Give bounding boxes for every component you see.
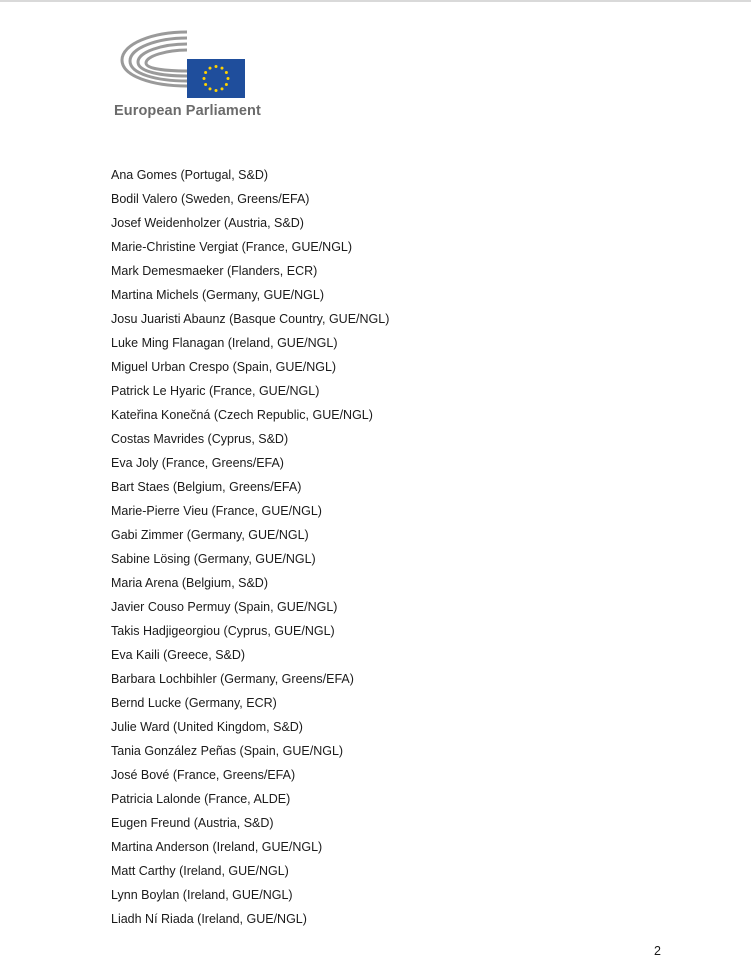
- list-item: Patrick Le Hyaric (France, GUE/NGL): [111, 384, 320, 398]
- list-item: Takis Hadjigeorgiou (Cyprus, GUE/NGL): [111, 624, 335, 638]
- list-item: José Bové (France, Greens/EFA): [111, 768, 296, 782]
- list-item: Marie-Christine Vergiat (France, GUE/NGL): [111, 240, 353, 254]
- list-item: Marie-Pierre Vieu (France, GUE/NGL): [111, 504, 322, 518]
- list-item: Mark Demesmaeker (Flanders, ECR): [111, 264, 318, 278]
- hemicycle-flag-icon: [112, 26, 252, 101]
- list-item: Patricia Lalonde (France, ALDE): [111, 792, 291, 806]
- list-item: Martina Anderson (Ireland, GUE/NGL): [111, 840, 323, 854]
- list-item: Eva Kaili (Greece, S&D): [111, 648, 246, 662]
- star-icon: [227, 77, 230, 80]
- list-item: Matt Carthy (Ireland, GUE/NGL): [111, 864, 289, 878]
- list-item: Bernd Lucke (Germany, ECR): [111, 696, 277, 710]
- list-item: Luke Ming Flanagan (Ireland, GUE/NGL): [111, 336, 338, 350]
- star-icon: [204, 71, 207, 74]
- list-item: Lynn Boylan (Ireland, GUE/NGL): [111, 888, 293, 902]
- list-item: Eva Joly (France, Greens/EFA): [111, 456, 284, 470]
- list-item: Miguel Urban Crespo (Spain, GUE/NGL): [111, 360, 337, 374]
- list-item: Kateřina Konečná (Czech Republic, GUE/NGL): [111, 408, 373, 422]
- list-item: Costas Mavrides (Cyprus, S&D): [111, 432, 289, 446]
- list-item: Martina Michels (Germany, GUE/NGL): [111, 288, 325, 302]
- star-icon: [209, 67, 212, 70]
- list-item: Maria Arena (Belgium, S&D): [111, 576, 269, 590]
- list-item: Julie Ward (United Kingdom, S&D): [111, 720, 303, 734]
- star-icon: [225, 83, 228, 86]
- list-item: Javier Couso Permuy (Spain, GUE/NGL): [111, 600, 338, 614]
- list-item: Sabine Lösing (Germany, GUE/NGL): [111, 552, 316, 566]
- star-icon: [221, 87, 224, 90]
- list-item: Liadh Ní Riada (Ireland, GUE/NGL): [111, 912, 307, 926]
- member-list: [111, 163, 389, 931]
- european-parliament-logo: [112, 26, 261, 126]
- top-border: [0, 0, 751, 2]
- list-item: Eugen Freund (Austria, S&D): [111, 816, 274, 830]
- page-number: 2: [654, 944, 661, 958]
- logo-text: European Parliament: [114, 103, 261, 119]
- list-item: Bart Staes (Belgium, Greens/EFA): [111, 480, 302, 494]
- list-item: Ana Gomes (Portugal, S&D): [111, 168, 269, 182]
- star-icon: [215, 89, 218, 92]
- list-item: Josu Juaristi Abaunz (Basque Country, GUE/NGL): [111, 312, 390, 326]
- star-icon: [215, 65, 218, 68]
- star-icon: [203, 77, 206, 80]
- star-icon: [221, 67, 224, 70]
- list-item: Josef Weidenholzer (Austria, S&D): [111, 216, 304, 230]
- list-item: Tania González Peñas (Spain, GUE/NGL): [111, 744, 344, 758]
- star-icon: [225, 71, 228, 74]
- list-item: Gabi Zimmer (Germany, GUE/NGL): [111, 528, 309, 542]
- list-item: Barbara Lochbihler (Germany, Greens/EFA): [111, 672, 354, 686]
- list-item: Bodil Valero (Sweden, Greens/EFA): [111, 192, 310, 206]
- star-icon: [209, 87, 212, 90]
- star-icon: [204, 83, 207, 86]
